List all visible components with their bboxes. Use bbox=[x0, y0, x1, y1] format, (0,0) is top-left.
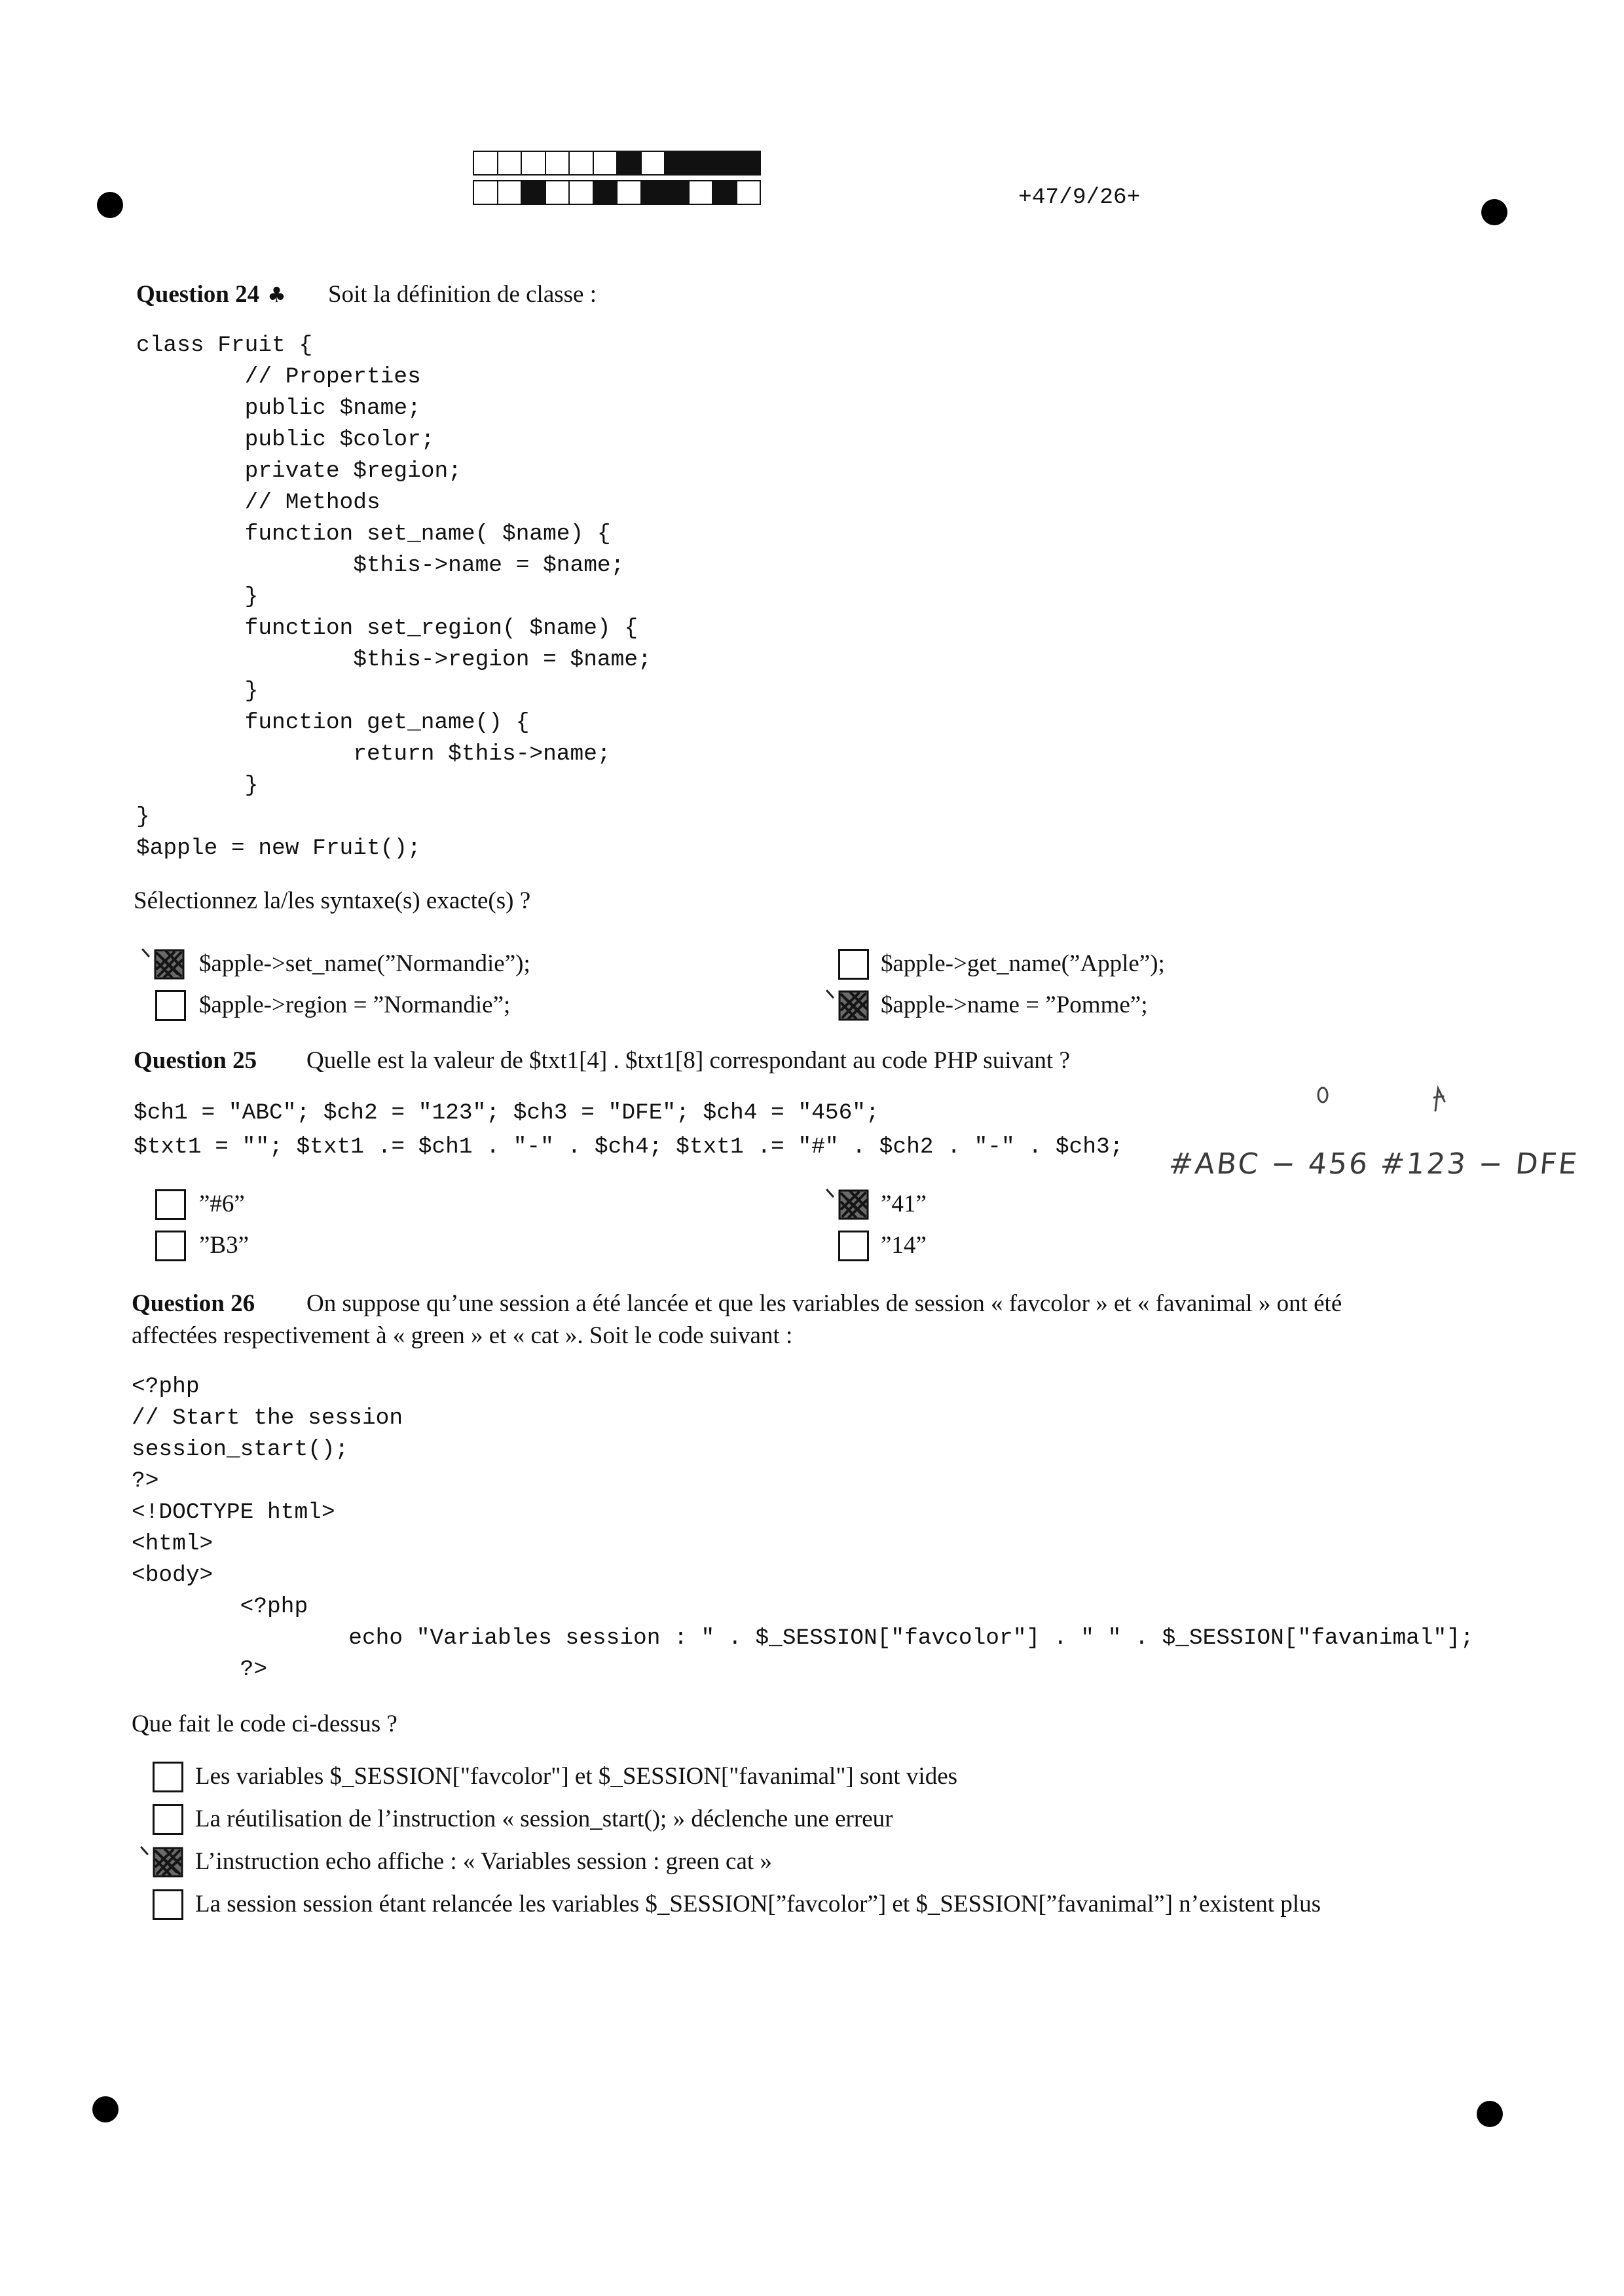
code-line: public $name; bbox=[136, 396, 421, 421]
answer-checkbox[interactable] bbox=[838, 990, 869, 1021]
answer-checkbox[interactable] bbox=[154, 949, 185, 980]
page-barcode bbox=[473, 151, 761, 210]
code-line: } bbox=[136, 584, 259, 610]
code-line: <?php bbox=[132, 1594, 308, 1620]
code-line: $txt1 = ""; $txt1 .= $ch1 . "-" . $ch4; $txt1 .= "#" . $ch2 . "-" . $ch3; bbox=[134, 1134, 1124, 1160]
barcode-cell-filled bbox=[712, 180, 737, 205]
code-line: $ch1 = "ABC"; $ch2 = "123"; $ch3 = "DFE"; $ch4 = "456"; bbox=[134, 1100, 879, 1126]
code-line: // Methods bbox=[136, 490, 380, 515]
answer-checkbox[interactable] bbox=[155, 1189, 186, 1220]
handwritten-marks bbox=[1310, 1082, 1460, 1122]
answer-checkbox[interactable] bbox=[153, 1847, 183, 1878]
code-line: } bbox=[136, 804, 150, 830]
answer-checkbox[interactable] bbox=[838, 1231, 869, 1261]
barcode-cell-empty bbox=[616, 180, 642, 205]
answer-choice-text: $apple->name = ”Pomme”; bbox=[881, 991, 1148, 1018]
handwritten-annotation: #ABC − 456 #123 − DFE bbox=[1167, 1147, 1581, 1181]
answer-choice-text: ”B3” bbox=[199, 1232, 249, 1259]
answer-choice-text: $apple->set_name(”Normandie”); bbox=[199, 950, 530, 977]
barcode-row bbox=[473, 180, 761, 205]
registration-mark-top-right bbox=[1481, 199, 1507, 225]
code-block bbox=[132, 1371, 1474, 1686]
question-24-heading bbox=[136, 279, 286, 310]
barcode-cell-empty bbox=[473, 151, 498, 176]
barcode-cell-filled bbox=[593, 180, 618, 205]
club-marker-icon: ♣ bbox=[267, 282, 286, 307]
registration-mark-bottom-left bbox=[92, 2096, 119, 2122]
barcode-cell-empty bbox=[473, 180, 498, 205]
answer-checkbox[interactable] bbox=[155, 1231, 186, 1261]
question-prompt-line: On suppose qu’une session a été lancée et que les variables de session « favcolor » et « favanimal » ont été bbox=[306, 1290, 1342, 1317]
code-line: ?> bbox=[132, 1468, 159, 1494]
answer-choice-text: La session session étant relancée les variables $_SESSION[”favcolor”] et $_SESSION[”favanimal”] n’existent plus bbox=[195, 1891, 1321, 1917]
barcode-cell-filled bbox=[736, 151, 762, 176]
code-line: function set_name( $name) { bbox=[136, 521, 611, 547]
code-line: public $color; bbox=[136, 427, 435, 453]
question-label: Question 26 bbox=[132, 1290, 255, 1317]
barcode-cell-filled bbox=[640, 180, 666, 205]
page-code: +47/9/26+ bbox=[1018, 185, 1141, 210]
barcode-cell-filled bbox=[712, 151, 737, 176]
barcode-cell-empty bbox=[568, 180, 594, 205]
question-label: Question 25 bbox=[134, 1047, 257, 1074]
barcode-cell-filled bbox=[664, 180, 690, 205]
question-label: Question 24 bbox=[136, 281, 260, 308]
checkbox-mark-icon bbox=[838, 1189, 869, 1220]
code-line: // Start the session bbox=[132, 1405, 403, 1431]
answer-choice-text: ”41” bbox=[881, 1191, 927, 1217]
code-line: ?> bbox=[132, 1657, 268, 1682]
code-line: <?php bbox=[132, 1374, 200, 1399]
code-line: $apple = new Fruit(); bbox=[136, 836, 421, 861]
answer-checkbox[interactable] bbox=[153, 1889, 183, 1920]
code-line: $this->name = $name; bbox=[136, 553, 625, 578]
barcode-cell-empty bbox=[688, 180, 714, 205]
barcode-cell-empty bbox=[497, 180, 523, 205]
barcode-cell-empty bbox=[640, 151, 666, 176]
code-line: private $region; bbox=[136, 458, 462, 484]
question-prompt-line: affectées respectivement à « green » et « cat ». Soit le code suivant : bbox=[132, 1322, 793, 1349]
code-line: function get_name() { bbox=[136, 710, 530, 735]
answer-choice-text: $apple->region = ”Normandie”; bbox=[199, 991, 511, 1018]
registration-mark-top-left bbox=[97, 192, 123, 218]
code-line: session_start(); bbox=[132, 1437, 349, 1462]
barcode-cell-filled bbox=[688, 151, 714, 176]
answer-choice-text: L’instruction echo affiche : « Variables session : green cat » bbox=[195, 1848, 772, 1875]
barcode-cell-empty bbox=[545, 151, 570, 176]
barcode-cell-empty bbox=[568, 151, 594, 176]
answer-checkbox[interactable] bbox=[153, 1804, 183, 1835]
code-line: function set_region( $name) { bbox=[136, 616, 638, 641]
answer-checkbox[interactable] bbox=[155, 990, 186, 1021]
answer-checkbox[interactable] bbox=[838, 1189, 869, 1220]
code-block bbox=[136, 330, 652, 864]
barcode-cell-empty bbox=[736, 180, 762, 205]
code-line: $this->region = $name; bbox=[136, 647, 652, 673]
barcode-cell-empty bbox=[593, 151, 618, 176]
checkbox-mark-icon bbox=[153, 1847, 183, 1878]
code-line: <html> bbox=[132, 1531, 213, 1557]
barcode-cell-filled bbox=[664, 151, 690, 176]
checkbox-mark-icon bbox=[838, 990, 869, 1021]
code-line: } bbox=[136, 678, 259, 704]
answer-choice-text: La réutilisation de l’instruction « session_start(); » déclenche une erreur bbox=[195, 1805, 893, 1832]
question-instruction: Sélectionnez la/les syntaxe(s) exacte(s) ? bbox=[134, 887, 531, 914]
question-instruction: Que fait le code ci-dessus ? bbox=[132, 1711, 397, 1737]
question-prompt: Quelle est la valeur de $txt1[4] . $txt1[8] correspondant au code PHP suivant ? bbox=[306, 1047, 1070, 1074]
barcode-cell-filled bbox=[616, 151, 642, 176]
answer-choice-text: ”#6” bbox=[199, 1191, 245, 1217]
answer-choice-text: $apple->get_name(”Apple”); bbox=[881, 950, 1165, 977]
code-line: echo "Variables session : " . $_SESSION["favcolor"] . " " . $_SESSION["favanimal"]; bbox=[132, 1625, 1474, 1651]
barcode-row bbox=[473, 151, 761, 176]
answer-choice-text: Les variables $_SESSION["favcolor"] et $_SESSION["favanimal"] sont vides bbox=[195, 1763, 958, 1790]
answer-checkbox[interactable] bbox=[153, 1762, 183, 1792]
code-line: } bbox=[136, 773, 259, 798]
barcode-cell-empty bbox=[521, 151, 546, 176]
barcode-cell-empty bbox=[545, 180, 570, 205]
code-line: <body> bbox=[132, 1563, 213, 1588]
answer-choice-text: ”14” bbox=[881, 1232, 927, 1259]
registration-mark-bottom-right bbox=[1477, 2101, 1503, 2127]
code-block bbox=[134, 1096, 1123, 1164]
checkbox-mark-icon bbox=[154, 949, 185, 980]
barcode-cell-empty bbox=[497, 151, 523, 176]
answer-checkbox[interactable] bbox=[838, 949, 869, 980]
code-line: return $this->name; bbox=[136, 741, 611, 767]
code-line: class Fruit { bbox=[136, 333, 313, 358]
question-prompt: Soit la définition de classe : bbox=[328, 281, 597, 308]
code-line: <!DOCTYPE html> bbox=[132, 1500, 335, 1525]
barcode-cell-filled bbox=[521, 180, 546, 205]
code-line: // Properties bbox=[136, 364, 421, 390]
